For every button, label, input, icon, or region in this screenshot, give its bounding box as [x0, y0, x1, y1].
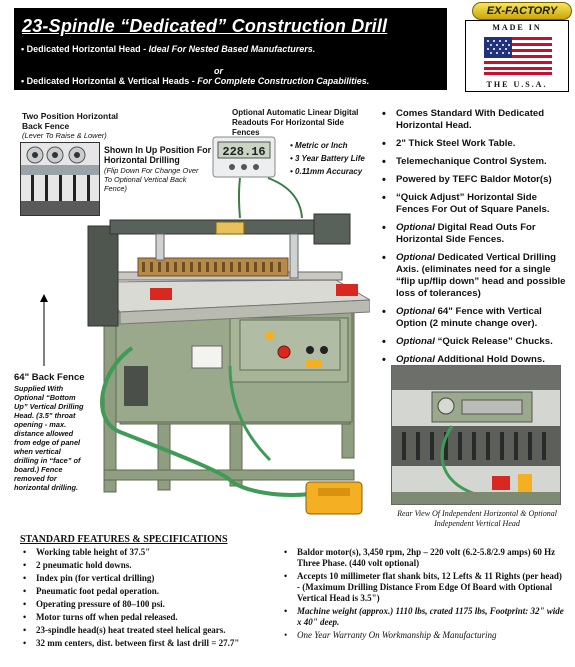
feature-item: • “Quick Adjust” Horizontal Side Fences For Out of Square Panels.: [380, 192, 572, 216]
spec-item: • Operating pressure of 80–100 psi.: [22, 599, 284, 610]
spec-item: • Baldor motor(s), 3,450 rpm, 2hp – 220 volt (6.2-5.8/2.9 amps) 60 Hz Three Phase. (440 volt optional): [283, 547, 565, 569]
feature-item: • Telemechanique Control System.: [380, 156, 572, 168]
spec-item: • Machine weight (approx.) 1110 lbs, crated 1175 lbs, Footprint: 32" wide x 40" deep.: [283, 606, 565, 628]
rear-view-illustration: [392, 366, 561, 505]
readout-item-2-text: 3 Year Battery Life: [295, 154, 365, 163]
banner-line-1: [21, 44, 315, 54]
spec-item: • Pneumatic foot pedal operation.: [22, 586, 284, 597]
spec-item: • 2 pneumatic hold downs.: [22, 560, 284, 571]
fence-callout-title: Two Position Horizontal Back Fence: [22, 111, 119, 131]
feature-item: • Optional Dedicated Vertical Drilling Axis. (eliminates need for a single “flip up/flip down” head and possible loss of tolerances): [380, 252, 572, 300]
feature-bullet-list: [380, 108, 572, 372]
spec-item: • Motor turns off when pedal released.: [22, 612, 284, 623]
header-banner: [14, 8, 447, 90]
spec-item: • Accepts 10 millimeter flat shank bits, 12 Lefts & 11 Rights (per head) - (Maximum Drilling Distance From Edge Of Board with Optional Vertical Head is 3.5"): [283, 571, 565, 604]
banner-line-2: [21, 76, 369, 86]
back-fence-callout-title: 64" Back Fence: [14, 372, 85, 383]
readout-display-value: 228.16: [222, 145, 266, 159]
up-position-callout-sub: (Flip Down For Change Over To Optional Vertical Back Fence): [104, 166, 199, 193]
specs-heading: STANDARD FEATURES & SPECIFICATIONS: [20, 534, 228, 545]
readout-item-3-text: 0.11mm Accuracy: [295, 167, 363, 176]
us-flag-icon: [484, 37, 552, 75]
feature-item: • Optional Digital Read Outs For Horizontal Side Fences.: [380, 222, 572, 246]
spec-item: • Index pin (for vertical drilling): [22, 573, 284, 584]
spec-item: • Working table height of 37.5": [22, 547, 284, 558]
made-in-usa-badge: [465, 20, 569, 92]
specs-list-right: [283, 547, 565, 643]
back-fence-callout-text: Supplied With Optional “Bottom Up” Vertical Drilling Head. (3.5" throat opening - max. distance allowed from edge of panel when vertical drilling in “face” of board.) Fence removed for horizontal drilling.: [14, 384, 84, 492]
readout-item-1: • Metric or Inch: [290, 141, 348, 150]
readout-item-1-text: Metric or Inch: [295, 141, 348, 150]
banner-line-1-lead: • Dedicated Horizontal Head -: [21, 44, 149, 54]
spec-item: • 23-spindle head(s) heat treated steel helical gears.: [22, 625, 284, 636]
specs-list-left: [22, 547, 284, 651]
feature-item: • Powered by TEFC Baldor Motor(s): [380, 174, 572, 186]
feature-item: • Optional Additional Hold Downs.: [380, 354, 572, 366]
readout-item-2: • 3 Year Battery Life: [290, 154, 365, 163]
banner-or: or: [214, 66, 223, 76]
rear-view-caption: Rear View Of Independent Horizontal & Optional Independent Vertical Head: [397, 509, 557, 528]
back-fence-arrowhead: [40, 294, 48, 302]
fence-callout-sub: (Lever To Raise & Lower): [22, 131, 107, 140]
readout-item-3: • 0.11mm Accuracy: [290, 167, 363, 176]
readout-callout-title: Optional Automatic Linear Digital Readouts For Horizontal Side Fences: [232, 108, 359, 137]
ex-factory-logo: EX-FACTORY: [472, 2, 572, 20]
banner-line-2-lead: • Dedicated Horizontal & Vertical Heads -: [21, 76, 198, 86]
page-title: 23-Spindle “Dedicated” Construction Drill: [22, 16, 388, 36]
made-usa-label: THE U.S.A.: [486, 80, 548, 89]
up-position-callout-title: Shown In Up Position For Horizontal Drilling: [104, 145, 212, 165]
made-in-label: MADE IN: [492, 23, 542, 32]
warranty-item: • One Year Warranty On Workmanship & Manufacturing: [283, 630, 565, 641]
banner-line-1-emph: Ideal For Nested Based Manufacturers.: [148, 44, 316, 54]
feature-item: • Optional “Quick Release” Chucks.: [380, 336, 572, 348]
rear-view-photo: [391, 365, 561, 505]
banner-line-2-emph: For Complete Construction Capabilities.: [197, 76, 370, 86]
feature-item: • 2" Thick Steel Work Table.: [380, 138, 572, 150]
feature-item: • Comes Standard With Dedicated Horizontal Head.: [380, 108, 572, 132]
feature-item: • Optional 64" Fence with Vertical Option (2 minute change over).: [380, 306, 572, 330]
spec-item: • 32 mm centers, dist. between first & last drill = 27.7": [22, 638, 284, 649]
construction-drill-photo: [80, 170, 370, 518]
